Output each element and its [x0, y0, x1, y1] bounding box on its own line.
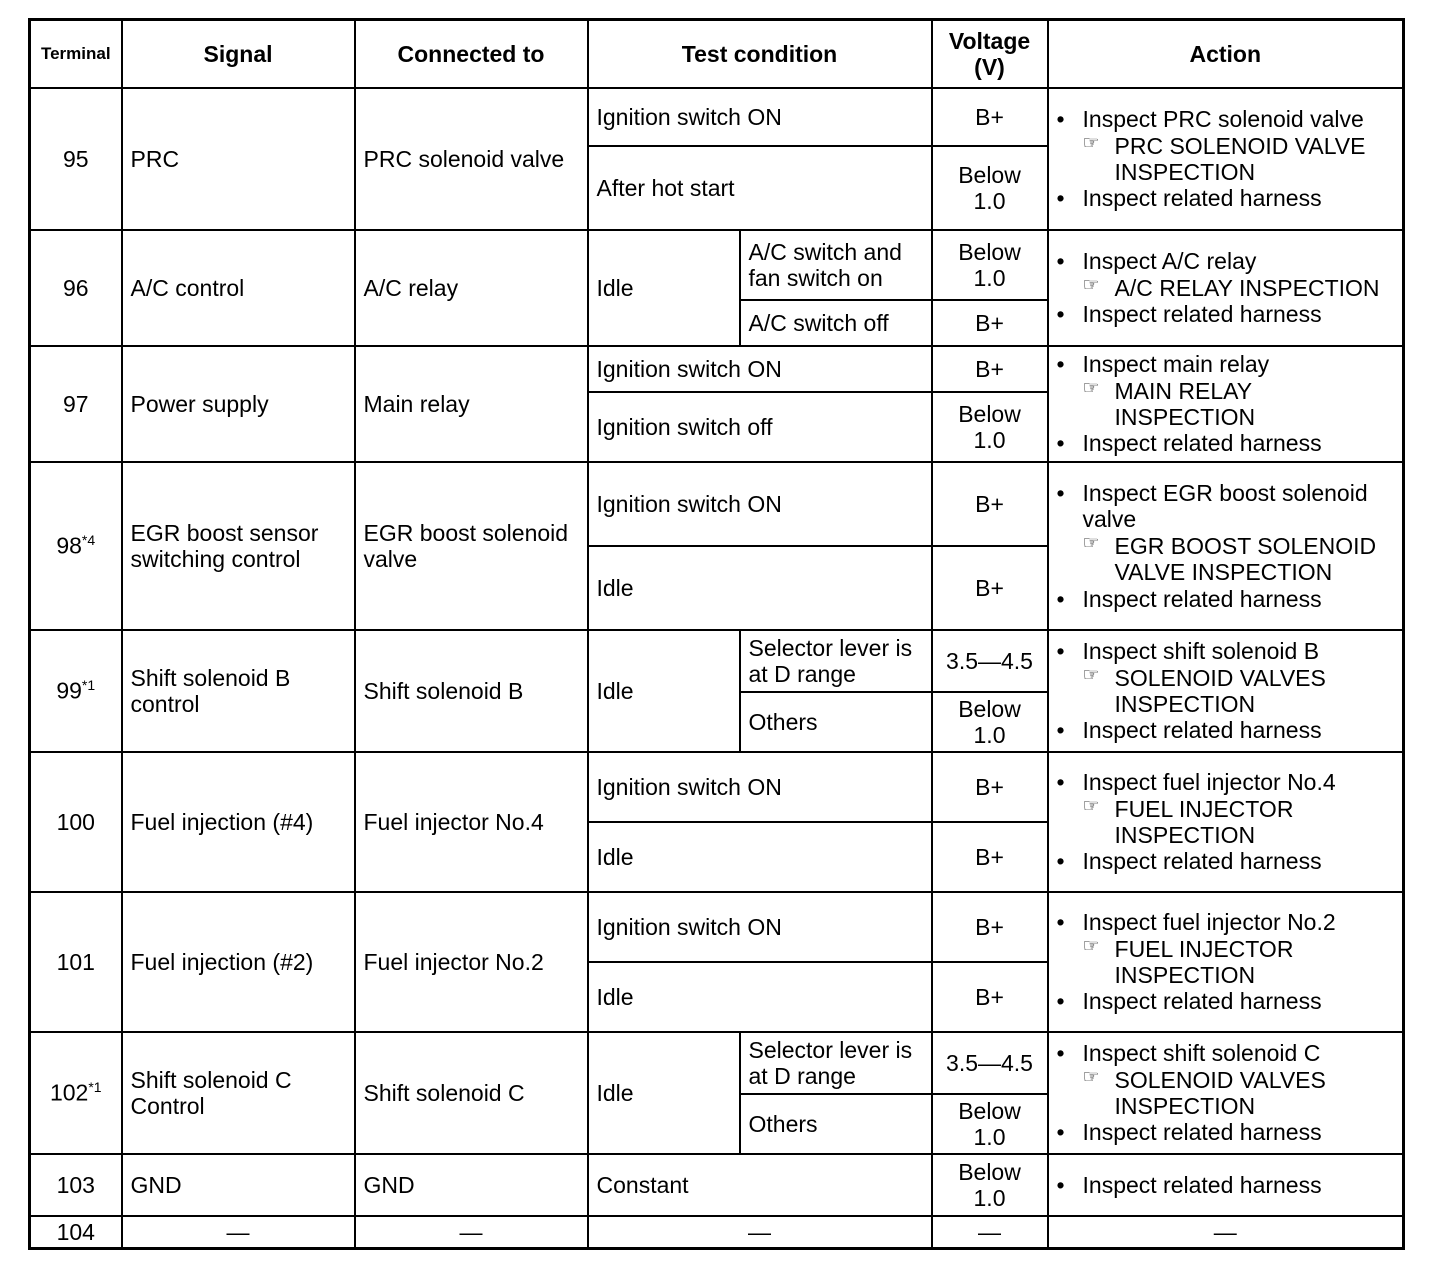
bullet-icon: • — [1056, 1119, 1065, 1146]
action-text: Inspect related harness — [1082, 848, 1322, 875]
condition-cell: Idle — [588, 962, 932, 1032]
terminal-cell: 100 — [30, 752, 122, 892]
connected-cell: EGR boost solenoid valve — [355, 462, 588, 630]
connected-cell: A/C relay — [355, 230, 588, 346]
bullet-icon: • — [1056, 248, 1065, 275]
voltage-cell: Below 1.0 — [932, 1154, 1048, 1216]
signal-cell: PRC — [122, 88, 355, 230]
voltage-cell: 3.5—4.5 — [932, 1032, 1048, 1094]
voltage-cell: Below 1.0 — [932, 230, 1048, 300]
action-item — [1057, 1119, 1395, 1145]
pointing-hand-icon: ☞ — [1082, 795, 1100, 817]
connected-cell: Shift solenoid B — [355, 630, 588, 752]
action-text: Inspect fuel injector No.4 — [1082, 769, 1336, 796]
table-row — [30, 1216, 1404, 1249]
header-terminal: Terminal — [30, 20, 122, 89]
signal-cell: Shift solenoid B control — [122, 630, 355, 752]
pointing-hand-icon: ☞ — [1082, 377, 1100, 399]
action-text: Inspect related harness — [1082, 988, 1322, 1015]
terminal-cell: 104 — [30, 1216, 122, 1249]
action-text: Inspect related harness — [1082, 185, 1322, 212]
bullet-icon: • — [1056, 585, 1065, 612]
bullet-icon: • — [1056, 185, 1065, 212]
action-cell — [1048, 230, 1404, 346]
action-cell — [1048, 346, 1404, 462]
header-row — [30, 20, 1404, 89]
bullet-icon: • — [1056, 848, 1065, 875]
pointing-hand-icon: ☞ — [1082, 532, 1100, 554]
action-text: Inspect related harness — [1082, 1171, 1322, 1198]
reference-text: PRC SOLENOID VALVE INSPECTION — [1114, 132, 1366, 185]
condition-cell: Idle — [588, 1032, 740, 1154]
header-action: Action — [1048, 20, 1404, 89]
reference — [1057, 665, 1395, 718]
signal-cell: Fuel injection (#2) — [122, 892, 355, 1032]
action-text: Inspect related harness — [1082, 301, 1322, 328]
action-item — [1057, 106, 1395, 132]
bullet-icon: • — [1056, 430, 1065, 457]
terminal-number: 99 — [56, 678, 82, 705]
condition-cell: Ignition switch off — [588, 392, 932, 462]
condition-cell: Ignition switch ON — [588, 752, 932, 822]
reference-text: SOLENOID VALVES INSPECTION — [1114, 664, 1326, 717]
action-text: Inspect related harness — [1082, 585, 1322, 612]
signal-cell: Power supply — [122, 346, 355, 462]
table-row — [30, 1154, 1404, 1216]
header-test-condition: Test condition — [588, 20, 932, 89]
condition-cell: Ignition switch ON — [588, 88, 932, 146]
terminal-cell — [30, 462, 122, 630]
terminal-number: 102 — [49, 1080, 89, 1107]
reference — [1057, 1067, 1395, 1120]
action-item — [1057, 1172, 1395, 1198]
bullet-icon: • — [1056, 988, 1065, 1015]
action-item — [1057, 185, 1395, 211]
reference-text: MAIN RELAY INSPECTION — [1114, 377, 1256, 430]
condition-cell: Ignition switch ON — [588, 892, 932, 962]
sub-condition-cell: Selector lever is at D range — [740, 1032, 932, 1094]
connected-cell: Fuel injector No.4 — [355, 752, 588, 892]
action-text: Inspect main relay — [1082, 351, 1270, 378]
action-text: Inspect related harness — [1082, 717, 1322, 744]
condition-cell: Idle — [588, 630, 740, 752]
connected-cell: Main relay — [355, 346, 588, 462]
bullet-icon: • — [1056, 479, 1065, 506]
reference-text: A/C RELAY INSPECTION — [1114, 274, 1380, 301]
action-item — [1057, 848, 1395, 874]
condition-cell: After hot start — [588, 146, 932, 230]
action-item — [1057, 248, 1395, 274]
action-item — [1057, 638, 1395, 664]
condition-cell: Ignition switch ON — [588, 346, 932, 392]
action-item — [1057, 351, 1395, 377]
pointing-hand-icon: ☞ — [1082, 132, 1100, 154]
action-item — [1057, 988, 1395, 1014]
condition-cell: Idle — [588, 822, 932, 892]
table-row — [30, 630, 1404, 692]
reference — [1057, 275, 1395, 301]
voltage-cell: B+ — [932, 892, 1048, 962]
table-row — [30, 892, 1404, 962]
table-row — [30, 462, 1404, 546]
terminal-voltage-table — [28, 18, 1405, 1250]
action-text: Inspect related harness — [1082, 430, 1322, 457]
action-text: Inspect shift solenoid C — [1082, 1040, 1321, 1067]
table-row — [30, 88, 1404, 146]
action-text: Inspect PRC solenoid valve — [1082, 106, 1364, 133]
action-cell — [1048, 88, 1404, 230]
bullet-icon: • — [1056, 106, 1065, 133]
header-signal: Signal — [122, 20, 355, 89]
reference — [1057, 796, 1395, 849]
action-item — [1057, 717, 1395, 743]
connected-cell: GND — [355, 1154, 588, 1216]
connected-cell: Shift solenoid C — [355, 1032, 588, 1154]
pointing-hand-icon: ☞ — [1082, 274, 1100, 296]
voltage-cell: Below 1.0 — [932, 1094, 1048, 1154]
signal-cell: Fuel injection (#4) — [122, 752, 355, 892]
condition-cell: Idle — [588, 230, 740, 346]
terminal-cell — [30, 1032, 122, 1154]
voltage-cell: B+ — [932, 822, 1048, 892]
footnote-marker: *4 — [81, 532, 96, 549]
action-item — [1057, 586, 1395, 612]
action-item — [1057, 430, 1395, 456]
reference — [1057, 378, 1395, 431]
action-item — [1057, 1040, 1395, 1066]
table-row — [30, 1032, 1404, 1094]
voltage-cell: B+ — [932, 462, 1048, 546]
terminal-cell — [30, 630, 122, 752]
voltage-cell: 3.5—4.5 — [932, 630, 1048, 692]
condition-cell: Constant — [588, 1154, 932, 1216]
terminal-cell: 97 — [30, 346, 122, 462]
bullet-icon: • — [1056, 301, 1065, 328]
pointing-hand-icon: ☞ — [1082, 1066, 1100, 1088]
reference — [1057, 533, 1395, 586]
voltage-cell: Below 1.0 — [932, 392, 1048, 462]
table-row — [30, 230, 1404, 300]
terminal-cell: 95 — [30, 88, 122, 230]
voltage-cell: B+ — [932, 546, 1048, 630]
terminal-number: 98 — [56, 533, 82, 560]
bullet-icon: • — [1056, 351, 1065, 378]
terminal-cell: 101 — [30, 892, 122, 1032]
connected-cell: PRC solenoid valve — [355, 88, 588, 230]
reference-text: EGR BOOST SOLENOID VALVE INSPECTION — [1114, 532, 1377, 586]
action-text: Inspect A/C relay — [1082, 248, 1257, 275]
voltage-cell: B+ — [932, 300, 1048, 346]
sub-condition-cell: A/C switch off — [740, 300, 932, 346]
bullet-icon: • — [1056, 1171, 1065, 1198]
condition-cell: Ignition switch ON — [588, 462, 932, 546]
reference — [1057, 936, 1395, 989]
voltage-cell: — — [932, 1216, 1048, 1249]
action-text: Inspect fuel injector No.2 — [1082, 909, 1336, 936]
action-text: Inspect EGR boost solenoid valve — [1082, 479, 1368, 533]
footnote-marker: *1 — [81, 677, 96, 694]
condition-cell: Idle — [588, 546, 932, 630]
bullet-icon: • — [1056, 638, 1065, 665]
voltage-cell: B+ — [932, 962, 1048, 1032]
sub-condition-cell: Others — [740, 692, 932, 752]
voltage-cell: Below 1.0 — [932, 692, 1048, 752]
action-text: Inspect shift solenoid B — [1082, 638, 1320, 665]
terminal-cell: 96 — [30, 230, 122, 346]
table-row — [30, 346, 1404, 392]
pointing-hand-icon: ☞ — [1082, 664, 1100, 686]
action-cell: — — [1048, 1216, 1404, 1249]
action-cell — [1048, 1032, 1404, 1154]
header-voltage: Voltage (V) — [932, 20, 1048, 89]
action-item — [1057, 480, 1395, 533]
reference-text: FUEL INJECTOR INSPECTION — [1114, 795, 1294, 848]
connected-cell: — — [355, 1216, 588, 1249]
reference-text: FUEL INJECTOR INSPECTION — [1114, 935, 1294, 988]
bullet-icon: • — [1056, 909, 1065, 936]
condition-cell: — — [588, 1216, 932, 1249]
signal-cell: — — [122, 1216, 355, 1249]
terminal-cell: 103 — [30, 1154, 122, 1216]
sub-condition-cell: A/C switch and fan switch on — [740, 230, 932, 300]
signal-cell: Shift solenoid C Control — [122, 1032, 355, 1154]
voltage-cell: B+ — [932, 346, 1048, 392]
table-row — [30, 752, 1404, 822]
voltage-cell: B+ — [932, 88, 1048, 146]
action-cell — [1048, 630, 1404, 752]
voltage-cell: Below 1.0 — [932, 146, 1048, 230]
reference-text: SOLENOID VALVES INSPECTION — [1114, 1066, 1326, 1119]
signal-cell: EGR boost sensor switching control — [122, 462, 355, 630]
action-item — [1057, 301, 1395, 327]
action-item — [1057, 909, 1395, 935]
voltage-cell: B+ — [932, 752, 1048, 822]
bullet-icon: • — [1056, 1040, 1065, 1067]
sub-condition-cell: Selector lever is at D range — [740, 630, 932, 692]
header-connected-to: Connected to — [355, 20, 588, 89]
action-cell — [1048, 1154, 1404, 1216]
footnote-marker: *1 — [88, 1079, 102, 1096]
action-item — [1057, 769, 1395, 795]
signal-cell: GND — [122, 1154, 355, 1216]
action-cell — [1048, 462, 1404, 630]
signal-cell: A/C control — [122, 230, 355, 346]
action-cell — [1048, 752, 1404, 892]
sub-condition-cell: Others — [740, 1094, 932, 1154]
bullet-icon: • — [1056, 717, 1065, 744]
reference — [1057, 133, 1395, 186]
bullet-icon: • — [1056, 769, 1065, 796]
connected-cell: Fuel injector No.2 — [355, 892, 588, 1032]
action-text: Inspect related harness — [1082, 1119, 1322, 1146]
pointing-hand-icon: ☞ — [1082, 935, 1100, 957]
action-cell — [1048, 892, 1404, 1032]
